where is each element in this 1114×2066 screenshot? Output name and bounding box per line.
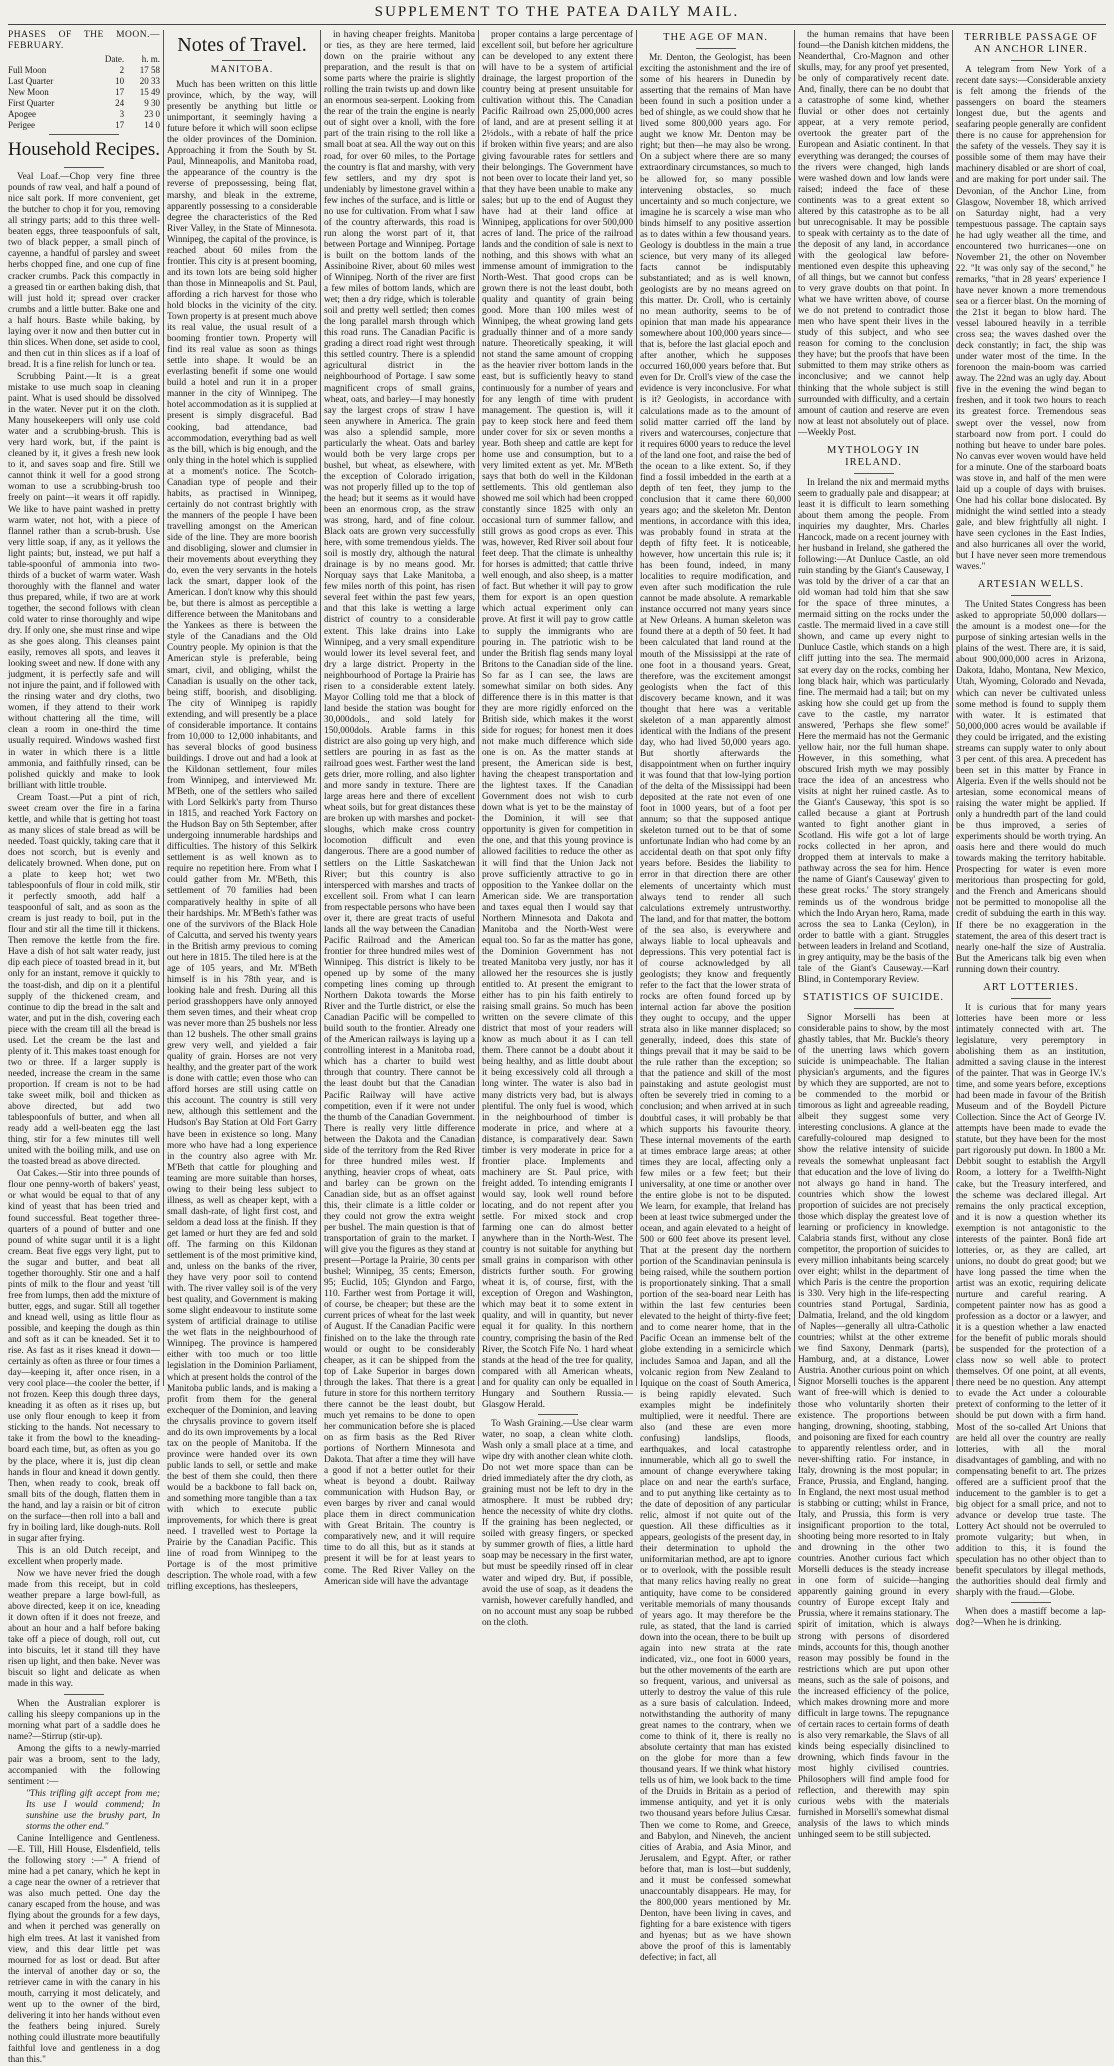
- section-rule: [854, 473, 894, 474]
- table-row: Last Quarter 10 20 33: [8, 76, 160, 87]
- section-rule: [696, 48, 736, 49]
- mythology-title: MYTHOLOGY IN IRELAND.: [827, 444, 920, 468]
- section-rule: [222, 60, 262, 61]
- column-7: [956, 30, 1106, 1629]
- article-paragraph: Scrubbing Paint.—It is a great mistake to use much soap in cleaning paint. What is used should be dissolved in the water. Never put it on the cloth. Many housekeepers will only use cold water and a scrubbing-brush. This is very hard work, but, if the paint is cleaned by it, it gives a fresh new look to it, and saves soap and fire. Still we cannot think it well for a good strong woman to use a scrubbing-brush too freely on paint—it wears it off rapidly. We like to have paint washed in pretty warm water, not hot, with a piece of flannel rather than a scrub-brush. Use very little soap, if any, as it yellows the light paints; but, instead, we put half a table-spoonful of ammonia into two-thirds of a bucket of warm water. Wash thoroughly with the flannel and water thus prepared, while, if two are at work together, the second follows with clean cold water to rinse thoroughly and wipe dry. If only one, she must rinse and wipe as she goes along. This cleanses paint easily, removes all spots, and leaves it looking sweet and new. If done with any judgment, it is perfectly safe and will not injure the paint, and if followed with the rinsing water and dry cloths, two women, if they attend to their work without chattering all the time, will clean a room in one-third the time usually required. Windows washed first in water in which there is a little ammonia, and faithfully rinsed, can be polished quickly and make to look brilliant with little trouble.: [8, 371, 160, 791]
- article-paragraph: Oat Cakes.—Stir into three pounds of flour one penny-worth of bakers' yeast, or what would be equal to that of any kind of yeast that has been tried and found successful. Beat together three-quarters of a pound of butter and one pound of white sugar until it is a light cream. Beat five eggs very light, put to the sugar and butter, and beat all together thoroughly. Stir one and a half pints of milk to the flour and yeast 'till free from lumps, then add the mixture of butter, eggs, and sugar. Still all together and knead well, using as little flour as possible, and keeping the dough as thin and soft as it can be kneaded. Set it to rise. As fast as it rises knead it down—certainly as often as three or four times a day—keeping it, after once risen, in a very cool place—the cooler the better, if not frozen. Keep this dough three days, kneading it as often as it rises up, but use only flour enough to keep it from sticking to the hands. Not necessary to take it from the bowl to the kneading-board each time, but, as often as you go by the place, where it is, just dip clean hands in flour and knead it down gently. Then, when ready to cook, break off small bits of the dough, flatten them in the hand, and lay a raisin or bit of citron on the surface—then roll into a ball and fry in boiling lard, like dough-nuts. Roll in sugar after frying.: [8, 1169, 160, 1544]
- article-paragraph: The United States Congress has been asked to appropriate 50,000 dollars—the amount is a modest one—for the purpose of sinking artesian wells in the plains of the west. There are, it is said, about 900,000,000 acres in Arizona, Dakota, Idaho, Montana, New Mexico, Utah, Wyoming, Colorado and Nevada, which can never be cultivated unless some method is found to supply them with water. It is estimated that 50,000,000 acres would be available if they could be irrigated, and the existing streams can supply water to only about 3 per cent. of this area. A precedent has been set in this matter by France in Algeria. Even if the wells should not be artesian, some economical means of raising the water might be applied. If only a hundredth part of the land could be thus improved, a series of experiments should be worth trying. An oasis here and there would do much towards making the territory habitable. Prospecting for water is even more meritorious than prospecting for gold, and the French and Americans should not be permitted to monopolise all the credit of subduing the earth in this way. If there be no exaggeration in the statement, the area of this desert tract is nearly one-half the size of Australia. But the Americans talk big even when running down their country.: [956, 600, 1106, 975]
- table-row: First Quarter 24 9 30: [8, 98, 160, 109]
- article-paragraph: A telegram from New York of a recent date says:—Considerable anxiety is felt among the friends of the passengers on board the steamers longest due, but the agents and seafaring people generally are confident there is no cause for apprehension for the safety of the vessels. They say it is possible some of them may have their machinery disabled or are short of coal, and are making for port under sail. The Devonian, of the Anchor Line, from Glasgow, November 18, which arrived on Saturday night, had a very tempestuous passage. The captain says he had ugly weather all the time, and encountered two hurricanes—one on November 21, the other on November 22. "It was only say of the second," he remarks, "that in 28 years' experience I have never known a more tremendous sea or a fiercer blast. On the morning of the 21st it began to blow hard. The vessel laboured heavily in a terrible cross sea; the waves dashed over the deck constantly; in fact, the ship was under water most of the time. In the forenoon the main-boom was carried away. The 22nd was an ugly day. About five in the evening the wind began to freshen, and it took two hours to reach its greatest force. Tremendous seas swept over the vessel, now from starboard now from port. I could do nothing but heave to under bare poles. No canvas ever woven would have held for a minute. One of the starboard boats was stove in, and half of the men were laid up a couple of days with bruises. One had his collar bone dislocated. By midnight the wind settled into a steady gale, and blew frightfully all night. I have seen cyclones in the East Indies, and also hurricanes all over the world, but I have never seen more tremendous waves.": [956, 65, 1106, 573]
- article-paragraph: in having cheaper freights. Manitoba or ties, as they are here termed, laid down on the prairie without any preparation, and the result is that on some parts where the prairie is slightly rolling the train twists up and down like an enormous sea-serpent. Looking from the rear of the train the engine is nearly out of sight over a knoll, with the fore part of the train rising to the roll like a small boat at sea. All the way out on this road, for over 60 miles, to the Portage the country is flat and marshy, with very few settlers, and my dry spot is undeniably by limestone gravel within a few inches of the surface, and is little or no use for cultivation. From what I saw of the country afterwards, this road is run along the worst part of it, that between Portage and Winnipeg. Portage is built on the bottom lands of the Assiniboine River, about 60 miles west of Winnipeg. North of the river are first a few miles of bottom lands, which are wet; then a dry ridge, which is tolerable soil and pretty well settled; then comes the long parallel marsh through which this road runs. The Canadian Pacific is grading a direct road right west through this settled country. There is a splendid agricultural district in the neighbourhood of Portage. I saw some magnificent crops of small grains, wheat, oats, and barley—I may honestly say the largest crops of straw I have seen anywhere in America. The grain was also a splendid sample, more particularly the wheat. Oats and barley would both be very large crops per bushel, but wheat, as elsewhere, with the exception of Colorado irrigation, was not properly filled up to the top of the head; but it seems as it would have been an enormous crop, as the straw was strong, hard, and of fine colour. Black oats are grown very successfully here, with some tremendous yields. The soil is mostly dry, although the natural drainage is by no means good. Mr. Norquay says that Lake Manitoba, a few miles north of this point, has risen several feet within the past few years, and that this lake is wetting a large district of country to a considerable extent. This lake drains into Lake Winnipeg, and a very small expenditure would lower its level several feet, and dry a large district. Property in the neighbourhood of Portage la Prairie has risen to a considerable extent lately. Mayor Colling told me that a block of land beside the station was bought for 30,000dols., and sold lately for 150,000dols. Arable farms in this district are also going up very high, and settlers are pouring in as fast as the railroad goes west. Farther west the land gets drier, more rolling, and also lighter and more sandy in texture. There are large areas here and there of excellent wheat soils, but for great distances these are broken up with marshes and pocket-sloughs, which make cross country locomotion difficult and even dangerous. There are a good number of settlers on the Little Saskatchewan River; but this country is also intersperced with marshes and tracts of excellent soil. From what I can learn from respectable persons who have been over it, there are great tracts of useful lands all the way between the Canadian Pacific Railroad and the American frontier for three hundred miles west of Winnipeg. This district is likely to be opened up by some of the many competing lines coming up through Northern Dakota towards the Morse River and the Turtle district, or else the Canadian Pacific will be compelled to build south to the frontier. Already one of the American railways is laying up a controlling interest in a Manitoba road, which has a charter to build west through that country. There cannot be the least doubt but that the Canadian Pacific Railway will have active competition, even if it were not under the thumb of the Canadian Government. There is really very little difference between the Dakota and the Canadian side of the territory from the Red River for three hundred miles west. If anything, heavier crops of wheat, oats and barley can be grown on the Canadian side, but as an offset against this, their climate is a little colder or they could not grow the extra weight per bushel. The main question is that of transportation of grain to the market. I will give you the figures as they stand at present—Portage la Prairie, 30 cents per bushel; Winnipeg, 35 cents; Emerson, 95; Euclid, 105; Glyndon and Fargo, 110. Farther west from Portage it will, of course, be cheaper; but these are the current prices of wheat for the last week of August. If the Canadian Pacific were finished on to the lake the through rate would or ought to be considerably cheaper, as it can be shipped from the top of Lake Superior in barges down through the lakes. That there is a great future in store for this northern territory there cannot be the least doubt, but much yet remains to be done to open her communication before she is placed on as firm basis as the Red River portions of Northern Minnesota and Dakota. That after a time they will have a good if not a better outlet for their wheat is beyond a doubt. Railway communication with Hudson Bay, or even barges by river and canal would place them in direct communication with Great Britain. The country is comparatively new, and it will require time to do all this, but as it stands at present it will be for at least years to come. The Red River Valley on the American side will have the advantage: [324, 30, 476, 1587]
- article-paragraph: Canine Intelligence and Gentleness.—E. Till, Hill House, Elsdenfield, tells the following story :—" A friend of mine had a pet canary, which he kept in a cage near the owner of a retriever that was also much petted. One day the canary escaped from the house, and was flying about the grounds for a few days, and when it perched was generally on high elm trees. At last it vanished from view, and this dear little pet was mourned for as lost or dead. But after the interval of another day or so, the retriever came in with the canary in his mouth, carrying it most delicately, and went up to the owner of the bird, delivering it into her hands without even the feathers being injured. Surely nothing could illustrate more beautifully faithful love and gentleness in a dog than this.": [8, 1834, 160, 2066]
- section-rule: [1011, 998, 1051, 999]
- article-paragraph: Veal Loaf.—Chop very fine three pounds of raw veal, and half a pound of nice salt pork. If more convenient, get the butcher to chop it for you, removing all stringy parts; add to this three well-beaten eggs, three teaspoonfuls of salt, two of black pepper, a small pinch of cayenne, a handful of parsley and sweet herbs chopped fine, and one cup of fine cracker crumbs. Pack this compactly in a greased tin or earthen baking dish, that will just hold it; spread over cracker crumbs and a little butter. Bake one and a half hours. Baste while baking, by laying over it now and then butter cut in thin slices. When done, set aside to cool, and then cut in thin slices as if a loaf of bread. It is a fine relish for lunch or tea.: [8, 172, 160, 370]
- section-rule: [1011, 60, 1051, 61]
- artesian-title: ARTESIAN WELLS.: [977, 579, 1085, 591]
- article-paragraph: It is curious that for many years lotteries have been more or less intimately connected with art. The legislature, very peremptory in abolishing them as an institution, admitted a saving clause in the interest of the painter. That was in George IV.'s time, and some years before, exceptions had been made in favour of the British Museum and of the Boydell Picture Collection. Since the Act of George IV. attempts have been made to evade the statute, but they have been for the most part rigorously put down. In 1800 a Mr. Debbit sought to establish the Argyll Room, a lottery for a Twelfth-Night cake, but the Treasury interfered, and the scheme was declared illegal. Art remains the only practical exception, and it is now a question whether its exemption is not antagonistic to the interests of the painter. Bonâ fide art lotteries, or, as they are called, art unions, no doubt do great good; but we have long passed the time when the artist was an exotic, requiring delicate nurture and careful rearing. A competent painter now has as good a profession as a doctor or a lawyer, and it is a question whether a law enacted for the benefit of public morals should be suspended for the protection of a class now so well able to protect themselves. Of one point, at all events, there need be no question. Any attempt to evade the Act under a colourable pretext of conforming to the letter of it should be put down with a firm hand. Most of the so-called Art Unions that are held all over the country are really lotteries, with all the moral disadvantages of gambling, and with no compensating benefit to art. The prizes offered are a sufficient proof that the inducement to the gambler is to get a big object for a small price, and not to advance or develop true taste. The Lottery Act should not be overruled to promote vulgarity; but when, in addition to this, it is found the speculation has no other object than to benefit speculators by illegal methods, the authorities should deal firmly and sharply with the fraud.—Globe.: [956, 1002, 1106, 1599]
- article-paragraph: Now we have never fried the dough made from this receipt, but in cold weather prepare a large bowl-full, as above directed, keep it on ice, kneading it down often if it does not freeze, and about an hour and a half before baking take off a piece of dough, roll out, cut into biscuits, let it stand till they have risen up light, and then bake. Never was biscuit so light and delicate as when made in this way.: [8, 1569, 160, 1690]
- article-paragraph: When the Australian explorer is calling his sleepy companions up in the morning what part of a saddle does he name?—Stirrup (stir-up).: [8, 1698, 160, 1742]
- recipes-title: Household Recipes.: [8, 139, 160, 161]
- section-rule: [49, 134, 119, 135]
- section-rule: [1011, 1602, 1051, 1603]
- section-rule: [854, 1008, 894, 1009]
- suicide-title: STATISTICS OF SUICIDE.: [802, 991, 945, 1003]
- table-row: Perigee 17 14 0: [8, 120, 160, 131]
- article-paragraph: Signor Morselli has been at considerable pains to show, by the most ghastly tables, that Mr. Buckle's theory of the unerring laws which govern suicide is unimpeachable. The Italian physician's arguments, and the figures by which they are supported, are not to be commended to the morbid or timorous as light and agreeable reading, albeit they suggest some very interesting conclusions. A glance at the carefully-coloured map designed to show the relative intensity of suicide reveals the somewhat unpleasant fact that education and the love of living do not always go hand in hand. The countries which show the lowest proportion of suicides are not precisely those which display the greatest love of learning or proficiency in knowledge. Calabria stands first, without any close competitor, the proportion of suicides to every million inhabitants being scarcely over eight; whilst in the department of which Paris is the centre the proportion is 330. Very high in the life-respecting countries stand Portugal, Sardinia, Dalmatia, Ireland, and the old kingdom of Naples—generally all ultra-Catholic countries; whilst at the other extreme we find Saxony, Denmark (parts), Hamburg, and, at a distance, Lower Austria. Another curious point on which Signor Morselli touches is the apparent want of free-will which is denied to those who voluntarily shorten their existence. The proportions between hanging, drowning, shooting, stabbing, and poisoning are fixed for each country to apparently relentless order, and in never-shifting ratio. For instance, in Italy, drowning is the most popular; in France, Prussia, and England, hanging. In England, the next most usual method is stabbing or cutting; whilst in France, Italy, and Prussia, this form is very insignificant proportion to the total, shooting being more resorted to in Italy and drowning in the other two countries. Another curious fact which Morselli deduces is the steady increase in one form of suicide—hanging apparently gaining ground in every country of Europe except Italy and Prussia, where it remains stationary. The spirit of imitation, which is always strong with persons of disordered minds, accounts for this, though another reason may possibly be found in the restrictions which are put upon other means, such as the sale of poisons, and the increased efficiency of the police, which makes drowning more and more difficult in large towns. The repugnance of certain races to certain forms of death is also very remarkable, the Slavs of all kinds being especially disinclined to drowning, which finds favour in the most highly civilised countries. Philosophers will find ample food for reflection, and therewith may spin curious webs with the materials furnished in Morselli's somewhat dismal analysis of the laws to which minds unhinged seem to be still subjected.: [798, 1012, 949, 1841]
- article-paragraph: Much has been written on this little province, which, by the way, will presently be anything but little or unimportant, it seemingly having a future before it which will soon eclipse the older provinces of the Dominion. Approaching it from the South by St. Paul, Minneapolis, and Manitoba road, the appearance of the country is the reverse of prepossessing, being flat, marshy, and bleak in the extreme, apparently possessing to a considerable degree the characteristics of the Red River Valley, in the State of Minnesota. Winnipeg, the capital of the province, is reached about 60 miles from the frontier. This city is at present booming, and its town lots are being sold higher than those in Minneapolis and St. Paul, affording a rich harvest for those who hold blocks in the vicinity of the city. Town property is at present much above its real value, the usual result of a booming frontier town. Property will find its real value as soon as things settle into shape. It would be an everlasting benefit if some one would build a hotel and run it in a proper manner in the city of Winnipeg. The hotel accommodation as it is supplied at present is simply disgraceful. Bad cooking, bad attendance, bad accommodation, everything bad as well as the bill, which is big enough, and the only thing in the hotel which is supplied at a moment's notice. The Scotch-Canadian type of people and their habits, as practised in Winnipeg, certainly do not contrast brightly with the manners of the people I have been travelling amongst on the American side of the line. They are more boorish and disobliging, slower and clumsier in their movements about everything they do, even the very servants in the hotels lack the smart, dapper look of the American. I don't know why this should be, but there is almost as perceptible a difference between the Manitobans and the Yankees as there is between the style of the Canadians and the Old Country people. My opinion is that the American style is preferable, being smart, civil, and obliging, whilst the Canadian is usually on the other tack, being stiff, boorish, and disobliging. The city of Winnipeg is rapidly extending, and will presently be a place of considerable importance. It contains from 10,000 to 12,000 inhabitants, and has several blocks of good business buildings. I drove out and had a look at the Kildonan settlement, four miles from Winnipeg, and interviewed Mr. M'Beth, one of the settlers who sailed with Lord Selkirk's party from Thurso in 1815, and reached York Factory on the Hudson Bay on 5th September, after undergoing innumerable hardships and difficulties. The history of this Selkirk settlement is as well known as to require no repetition here. From what I could gather from Mr. M'Beth, this settlement of 70 families had been comparatively healthy in spite of all their hardships. Mr. M'Beth's father was one of the survivors of the Black Hole of Calcutta, and served his twenty years in the British army previous to coming out here in 1815. The tiled here is at the age of 105 years, and Mr. M'Beth himself is in his 78th year, and is looking hale and fresh. During all this period grasshoppers have only annoyed them seven times, and their wheat crop was never more than 25 bushels nor less than 12 bushels. The other small grains grew very well, and yielded a fair quality of grain. Horses are not very healthy, and the greater part of the work is done with cattle; even those who can afford horses are still using cattle on this account. The country is still very new, although this settlement and the Hudson's Bay Station at Old Fort Garry have been in existence so long. Many more who have had a long experience in the country also agree with Mr. M'Beth that cattle for ploughing and teaming are more suitable than horses, owing to their being less subject to illness, as well as cheaper kept, with a small dash-rate, of light first cost, and seldom a dead loss at the finish. If they get lamed or hurt they are fed and sold off. The farming on this Kildonan settlement is of the most primitive kind, and, unless on the banks of the river, they have very poor soil to contend with. The river valley soil is of the very best quality, and Government is making some slight endeavour to institute some system of artificial drainage to utilise the wet flats in the neighbourhood of Winnipeg. The province is hampered either with too much or too little legislation in the Dominion Parliament, which at present holds the control of the Manitoba public lands, and is making a profit from them for the general exchequer of the Dominion, and leaving the chrysalis province to govern itself and do its own improvements by a local tax on the people of Manitoba. If the province were handed over its own public lands to sell, or settle and make the best of them she could, then there would be a backbone to fall back on, and something more tangible than a tax with which to execute public improvements, for which there is great need. I travelled west to Portage la Prairie by the Canadian Pacific. This line of road from Winnipeg to the Portage is of the most primitive description. The whole road, with a few trifling exceptions, has thesleepers,: [167, 80, 318, 1593]
- column-divider: [478, 30, 479, 1386]
- column-3: [324, 30, 476, 1587]
- column-6: [798, 30, 949, 1841]
- column-divider: [320, 30, 321, 1386]
- poem: "This trifling gift accept from me; Its use I would commend; In sunshine use the brushy part, In storms the other end.": [26, 1788, 160, 1833]
- column-5: [640, 30, 792, 1964]
- moon-table: [8, 54, 160, 131]
- article-paragraph: This is an old Dutch receipt, and excellent when properly made.: [8, 1545, 160, 1567]
- section-rule: [538, 1414, 578, 1415]
- article-paragraph: the human remains that have been found—the Danish kitchen middens, the Neanderthal, Cro-Magnon and other skulls, may, for any proof yet presented, be only of comparatively recent date. And, finally, there can be no doubt that a catastrophe of some kind, whether fluvial or other does not certainly appear, at a very remote period, overtook the greater part of the European and Asiatic continent. In that everything was deranged; the courses of the rivers were changed, high lands were washed down and low lands were raised; indeed the face of these continents was to a great extent so altered by this catastrophe as to be all but unrecognisable. It may be possible to speak with certainty as to the date of the deposit of any land, in accordance with the geological law before-mentioned even despite this upheaving of all things, but we cannot but confess to very grave doubts on that point. In what we have written above, of course we do not pretend to contradict those men who have spent their lives in the study of this subject, and who see reason for coming to the conclusion they have; but the proofs that have been submitted to them may strike others as inconclusive; and we cannot help thinking that the whole subject is still surrounded with difficulty, and a certain amount of caution and reserve are even now at least not absolutely out of place.—Weekly Post.: [798, 30, 949, 438]
- section-rule: [64, 167, 104, 168]
- column-divider: [952, 30, 953, 1386]
- section-rule: [1011, 595, 1051, 596]
- article-paragraph: Mr. Denton, the Geologist, has been exciting the astonishment and the ire of some of his hearers in Dunedin by asserting that the remains of Man have been found in such a position under a bed of shingle, as we could show that he lived some 800,000 years ago. For aught we know Mr. Denton may be right; but then—he may also be wrong. On a subject where there are so many extraordinary circumstances, so much to be allowed for, so many possible intervening obstacles, so much uncertainty and so much conjecture, we imagine he is scarcely a wise man who binds himself to any positive assertion as to dates within a few thousand years. Geology is doubtless in the main a true science, but very many of its alleged facts cannot be indisputably substantiated; and as is well known, geologists are by no means agreed on this matter. Dr. Croll, who is certainly no mean authority, seems to be of opinion that man made his appearance somewhere about 100,000 years since—that is, before the last glacial epoch and after another, which he supposes occurred 160,000 years before that. But even for Dr. Croll's view of the case the evidence is very inconclusive. For what is it? Geologists, in accordance with calculations made as to the amount of solid matter carried off the land by rivers and watercourses, conjecture that it requires 6000 years to reduce the level of the land one foot, and raise the bed of the ocean to a like extent. So, if they find a fossil imbedded in the earth at a depth of ten feet, they jump to the conclusion that it came there 60,000 years ago; and the skeleton Mr. Denton mentions, in accordance with this idea, was probably found in strata at the depth of fifty feet. It is noticeable, however, how uncertain this rule is; it has been found, indeed, in many localities to require modification, and even after such modification the rule cannot be made absolute. A remarkable instance occurred not many years since at New Orleans. A human skeleton was found there at a depth of 50 feet. It had been calculated that land round at the mouth of the Mississippi at the rate of one foot in a thousand years. Great, therefore, was the excitement amongst geologists when the fact of this discovery became known, and it was thought that here was a veritable skeleton of a man apparently almost identical with the Indians of the present day, who had lived 50,000 years ago. But shortly afterwards the disappointment when on further inquiry it was found that that low-lying portion of the delta of the Mississippi had been deposited at the rate not even of one foot in 1000 years, but of a foot per annum; so that the supposed antique skeleton turned out to be that of some unfortunate Indian who had come by an accidental death on that spot only fifty years before. Besides the liability to error in that direction there are other elements of uncertainty which must always tend to render all such calculations extremely untrustworthy. The land, and for that matter, the bottom of the sea also, is everywhere and always liable to local upheavals and depressions. This very potential fact is of course acknowledged by all geologists; they know and frequently refer to the fact that the lower strata of rocks are often found forced up by internal action far above the position they ought to occupy, and the upper strata also in like manner displaced; so generally, indeed, does this state of things prevail that it may be said to be the rule rather than the exception; so that the patience and skill of the most painstaking and astute geologist must often be severely tried in coming to a conclusion; and when arrived at in such doubtful cases, it will probably be that which supports his favourite theory. These internal movements of the earth at times embrace large areas; at other times they are local, affecting only a few miles or a few feet; but their universality, at one time or another over the entire globe is not to be disputed. We learn, for example, that Ireland has been at least twice submerged under the ocean, and again elevated to a height of 500 or 600 feet above its present level. That at the present day the northern portion of the Scandinavian peninsula is being raised, while the southern portion is proportionately sinking. That a small portion of the sea-board near Leith has within the last few centuries been elevated to the height of thirty-five feet; and to come nearer home, that in the Pacific Ocean an immense belt of the globe extending in a semicircle which includes Samoa and Japan, and all the volcanic region from New Zealand to Iquique on the coast of South America, is being rapidly elevated. Such examples might be indefinitely multiplied, were it needful. There are also (and these are even more confusing) landslips, floods, earthquakes, and local catastrophe innumerable, which all go to swell the amount of change everywhere taking place on and near the earth's surface, and to put anything like certainty as to the date of deposition of any particular relic, almost if not quite out of the question. All these difficulties as it appears, geologists of the present day, in their determination to uphold the uniformitarian method, are apt to ignore or to overlook, with the possible result that many relics having really no great antiquity, have come to be considered veritable memorials of many thousands of years ago. It may therefore be the rule, as stated, that the land is carried down into the ocean, there to be built up again into new strata at the rate indicated, viz., one foot in 6000 years, but the other movements of the earth are so frequent, various, and universal as utterly to destroy the value of this rule as a sure basis of calculation. Indeed, notwithstanding the authority of many great names to the contrary, when we come to think of it, there is really no absolute certainty that man has existed on the globe for more than a few thousand years. If we think what history tells us of him, we look back to the time of the Druids in Britain as a period of immense antiquity, and yet it is only two thousand years before Julius Cæsar. Then we come to Rome, and Greece, and Babylon, and Nineveh, the ancient cities of Arabia, and Asia Minor, and Jerusalem, and Egypt. After, or rather before that, man is lost—but suddenly, and it must be confessed somewhat unaccountably disappears. He may, for the 800,000 years mentioned by Mr. Denton, have been living in caves, and fighting for a bare existence with tigers and hyenas; but as we have shown above the proof of this is lamentably defective; in fact, all: [640, 53, 792, 1964]
- table-row: Apogee 3 23 0: [8, 109, 160, 120]
- article-paragraph: To Wash Graining.—Use clear warm water, no soap, a clean white cloth. Wash only a small place at a time, and wipe dry with another clean white cloth. Do not wet more space than can be dried immediately after the dry cloth, as graining must not be left to dry in the atmosphere. It must be rubbed dry; hence the necessity of white dry cloths. If the graining has been neglected, or soiled with greasy fingers, or specked by summer growth of flies, a little hard soap may be necessary in the first water, but must be speedily rinsed off in clear water and wiped dry. But, if possible, avoid the use of soap, as it deadens the varnish, however carefully handled, and on no account must any soap be rubbed on the cloth.: [482, 1418, 633, 1628]
- age-of-man-title: THE AGE OF MAN.: [663, 32, 768, 43]
- table-row: Full Moon 2 17 58: [8, 65, 160, 76]
- moon-heading: PHASES OF THE MOON.—FEBRUARY.: [8, 30, 160, 52]
- article-paragraph: Cream Toast.—Put a pint of rich, sweet cream over the fire in a farina kettle, and while that is getting hot toast as many slices of stale bread as will be needed. Toast quickly, taking care that it does not scorch, but is evenly and delicately browned. When done, put on a plate to keep hot; wet two tablespoonfuls of flour in cold milk, stir it perfectly smooth, add half a teaspoonful of salt, and as soon as the cream is just ready to boil, put in the flour and stir all the time till it thickens. Then remove the kettle from the fire. Have a dish of hot salt water ready, just dip each piece of toasted bread in it, but only for an instant, remove it quickly to the toast-dish, and dip on it a plentiful supply of the thickened cream, and continue to dip the bread in the salt and water, and put in the dish, covering each piece with the cream till all the bread is used. Let the cream be the last and plenty of it. This makes toast enough for two or three. If a larger supply is needed, increase the cream in the same proportion. If cream is not to be had take sweet milk, boil and thicken as above directed, but add two tablespoonfuls of butter, and when all ready add a well-beaten egg the last thing, stir for a few minutes till well united with the boiling milk, and use on the toasted bread as above directed.: [8, 792, 160, 1168]
- article-paragraph: When does a mastiff become a lap-dog?—When he is drinking.: [956, 1607, 1106, 1629]
- table-row: New Moon 17 15 49: [8, 87, 160, 98]
- column-divider: [163, 30, 164, 1386]
- notes-subtitle: MANITOBA.: [210, 65, 274, 75]
- column-divider: [794, 30, 795, 1386]
- masthead: SUPPLEMENT TO THE PATEA DAILY MAIL.: [374, 4, 740, 20]
- moon-header-row: [8, 54, 160, 65]
- moon-col-date: Date.: [104, 54, 125, 65]
- column-1: [8, 30, 160, 2066]
- column-divider: [636, 30, 637, 1386]
- article-paragraph: Among the gifts to a newly-married pair was a broom, sent to the lady, accompanied with the following sentiment :—: [8, 1743, 160, 1787]
- article-paragraph: proper contains a large percentage of excellent soil, but before her agriculture can be developed to any extent there will have to be a system of artificial drainage, the largest proportion of the country being at present unsuitable for cultivation without this. The Canadian Pacific Railroad own 25,000,000 acres of land, and are at present selling it at 2½dols., with a rebate of half the price if broken within five years; and are also giving favourable rates for settlers and their belongings. The Government have not been over to locate their land yet, so that they have been unable to make any sales; but up to the end of August they have had at their land office at Winnipeg, applications for over 500,000 acres of land. The price of the railroad lands and the condition of sale is next to nothing, and this shows with what an immense amount of immigration to the North-West. That good crops can be grown there is not the least doubt, both quality and quantity of grain being good. More than 100 miles west of Winnipeg, the wheat growing land gets gradually thinner and of a more sandy nature. Theoretically speaking, it will not stand the same amount of cropping as the heavier river bottom lands in the east, but is sufficiently heavy to stand continuously for a number of years and for any length of time with prudent management. The question is, will it pay to keep stock here and feed them under cover for six or seven months a year. Both sheep and cattle are kept for home use and consumption, but to a very limited extent as yet. Mr. M'Beth says that both do well in the Kildonan settlements. This old gentleman also showed me soil which had been cropped constantly since 1825 with only an occasional turn of summer fallow, and still grows as good crops as ever. This was, however, Red River soil about four feet deep. That the climate is unhealthy for horses is admitted; that cattle thrive well enough, and also sheep, is a matter of fact. But whether it will pay to grow them for export is an open question which actual experiment only can prove. At first it will pay to grow cattle to supply the immigrants who are pouring in. The patriotic wish to be under the British flag sends many loyal Britons to the Canadian side of the line. So far as I can see, the laws are somewhat similar on both sides. Any difference there is in this matter is that they are more rigidly enforced on the British side, which makes it the worst side for rogues; for honest men it does not make much difference which side one is on. As the matter stands at present, the American side is best, having the cheapest transportation and the lightest taxes. If the Canadian Government does not wish to curb down what is yet to be the mainstay of the Dominion, it will see that opportunity is given for competition in the one, and that this young province is allowed facilities to reduce the other as it will find that the Union Jack not prove sufficiently attractive to go in opposition to the Yankee dollar on the American side. We are transportation and taxes equal then I would say that Northern Minnesota and Dakota and Manitoba and the North-West were equal too. So far as the matter has gone, the Dominion Government has not treated Manitoba very justly, nor has it allowed her the resources she is justly entitled to. At present the emigrant to either has to pin his faith entirely to raising small grains. So much has been written on the severe climate of this district that most of your readers will know as much about it as I can tell them. There cannot be a doubt about it being healthy, and as little doubt about it being excessively cold all through a long winter. The water is also bad in many districts very bad, but is always plentiful. The only fuel is wood, which in the neighbourhood of timber is moderate in price, and where at a distance, is comparatively dear. Sawn timber is very moderate in price for a frontier place. Implements and machinery are St. Paul price, with freight added. To intending emigrants I would say, look well round before locating, and do not repent after you settle. For mixed stock and crop farming one can do almost better anywhere than in the North-West. The country is not suitable for anything but small grains in comparison with other districts further south. For growing wheat it is, of course, first, with the exception of Oregon and Washington, which may beat it to some extent in quality, and will in quantity, but never equal it for quality. In this northern country, comprising the basin of the Red River, the Scotch Fife No. 1 hard wheat stands at the head of the tree for quality, compared with all American wheats, and for quality can only be equalled in Hungary and Southern Russia.—Glasgow Herald.: [482, 30, 633, 1410]
- moon-col-hm: h. m.: [141, 54, 160, 65]
- anchor-liner-title: TERRIBLE PASSAGE OF AN ANCHOR LINER.: [964, 32, 1098, 55]
- notes-title: Notes of Travel.: [177, 34, 307, 56]
- art-lotteries-title: ART LOTTERIES.: [983, 981, 1079, 993]
- column-2: [167, 30, 318, 1593]
- section-rule: [64, 1694, 104, 1695]
- masthead-rule: [8, 24, 1106, 25]
- column-4: [482, 30, 633, 1628]
- article-paragraph: In Ireland the nix and mermaid myths seem to gradually pale and disappear; at least it is difficult to learn something about them among the people. From inquiries my daughter, Mrs. Charles Hancock, made on a recent journey with her husband in Ireland, she gathered the following:—At Dunluce Castle, an old ruin standing by the Giant's Causeway, I was told by the driver of a car that an old woman had told him that she saw for the space of three minutes, a mermaid sitting on the rocks under the castle. The mermaid lived in a cave still shown, and came up every night to Dunluce Castle, which stands on a high cliff jutting into the sea. The mermaid sat every day on the rocks, combing her long black hair, which was particularly fine. The mermaid had a tail; but on my asking how she could get up from the cave to the castle, my narrator answered, 'Perhaps she flew some!' Here the mermaid has not the Germanic yellow hair, nor the full human shape. However, in this something, what obscured Irish myth we may possibly trace the idea of an ancestress who visits at night her ruined castle. As to the Giant's Causeway, 'this spot is so called because a giant at Portrush wanted to fight another giant in Scotland. His wife got a lot of large rocks collected in her apron, and dropped them at intervals to make a pathway across the sea for him. Hence the name of Giant's Causeway' given to these great rocks.' The story strangely reminds us of the wondrous bridge which the Indo Aryan hero, Rama, made across the sea to Lanka (Ceylon), in order to battle with a giant. Struggles between leaders in Ireland and Scotland, in grey antiquity, may be the basis of the tale of the Giant's Causeway.—Karl Blind, in Contemporary Review.: [798, 477, 949, 985]
